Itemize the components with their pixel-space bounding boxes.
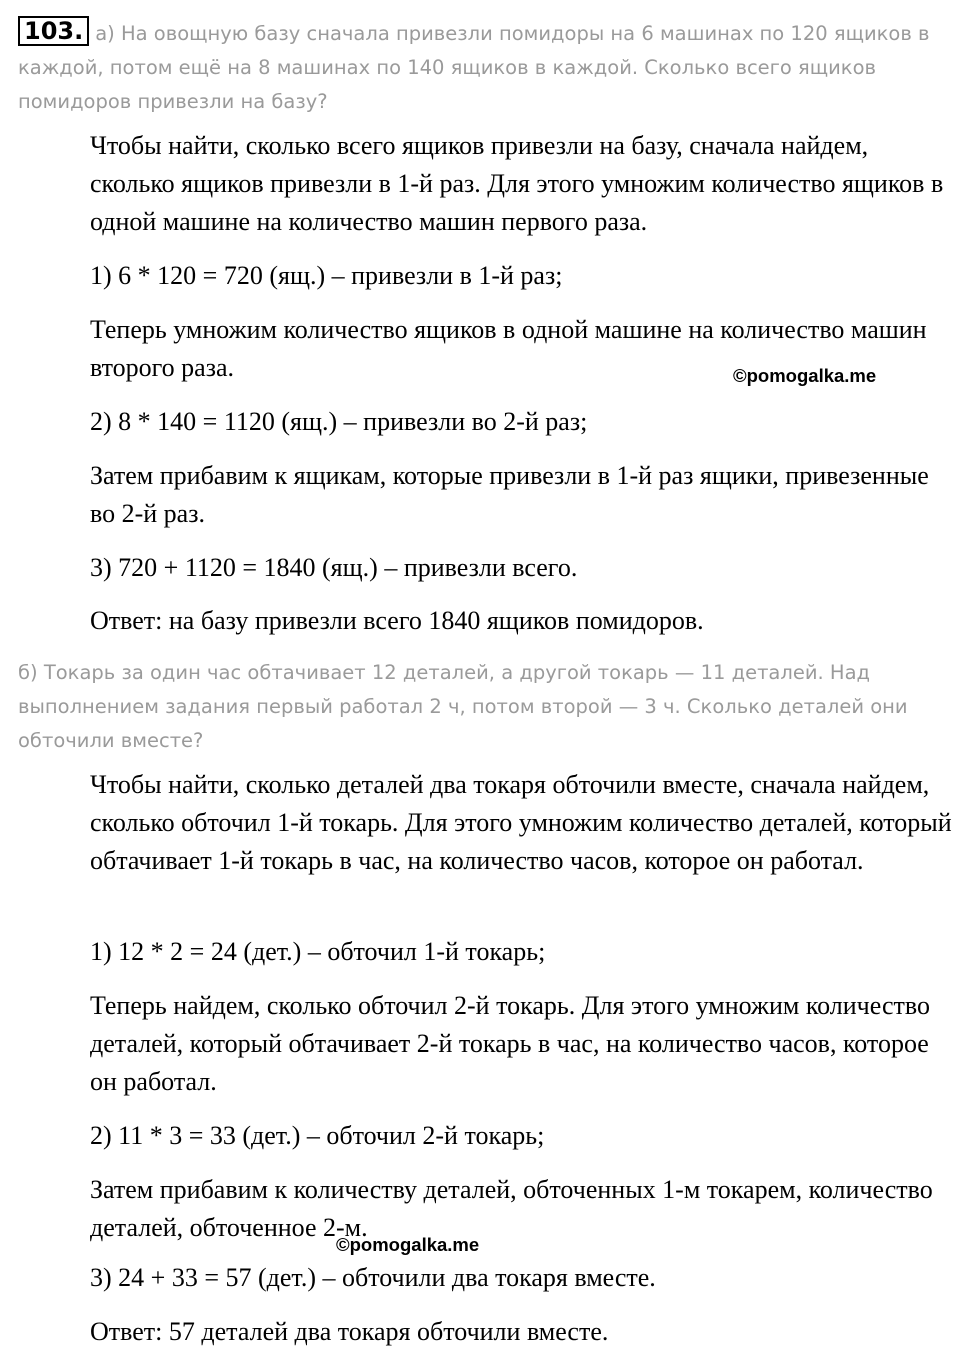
solution-step: 1) 12 * 2 = 24 (дет.) – обточил 1-й токарь; bbox=[90, 937, 546, 966]
watermark: ©pomogalka.me bbox=[733, 365, 877, 386]
problem-statement-b: б) Токарь за один час обтачивает 12 деталей, а другой токарь — 11 деталей. Над выполнением задания первый работал 2 ч, потом второй — 3 ч. Сколько деталей они обточили вместе? bbox=[18, 661, 908, 752]
solution-paragraph: Затем прибавим к ящикам, которые привезли в 1-й раз ящики, привезенные во 2-й раз. bbox=[90, 461, 929, 528]
exercise-number: 103. bbox=[18, 16, 89, 46]
solution-step: 1) 6 * 120 = 720 (ящ.) – привезли в 1-й раз; bbox=[90, 261, 563, 290]
solution-step: 3) 24 + 33 = 57 (дет.) – обточили два токаря вместе. bbox=[90, 1263, 656, 1292]
answer-line: Ответ: 57 деталей два токаря обточили вместе. bbox=[90, 1317, 609, 1346]
problem-statement-a bbox=[18, 16, 948, 119]
solution-paragraph: Затем прибавим к количеству деталей, обточенных 1-м токарем, количество деталей, обточенное 2-м. bbox=[90, 1175, 933, 1242]
solution-step: 2) 11 * 3 = 33 (дет.) – обточил 2-й токарь; bbox=[90, 1121, 545, 1150]
solution-step: 3) 720 + 1120 = 1840 (ящ.) – привезли всего. bbox=[90, 553, 578, 582]
solution-paragraph: Чтобы найти, сколько всего ящиков привезли на базу, сначала найдем, сколько ящиков привезли в 1-й раз. Для этого умножим количество ящиков в одной машине на количество машин первого раза. bbox=[90, 131, 944, 236]
solution-paragraph: Теперь умножим количество ящиков в одной машине на количество машин второго раза. bbox=[90, 315, 927, 382]
solution-paragraph: Чтобы найти, сколько деталей два токаря обточили вместе, сначала найдем, сколько обточил 1-й токарь. Для этого умножим количество деталей, который обтачивает 1-й токарь в час, на количество часов, которое он работал. bbox=[90, 770, 952, 875]
answer-line: Ответ: на базу привезли всего 1840 ящиков помидоров. bbox=[90, 606, 704, 635]
solution-step: 2) 8 * 140 = 1120 (ящ.) – привезли во 2-й раз; bbox=[90, 407, 588, 436]
watermark: ©pomogalka.me bbox=[336, 1234, 480, 1255]
problem-text-a: а) На овощную базу сначала привезли помидоры на 6 машинах по 120 ящиков в каждой, потом ещё на 8 машинах по 140 ящиков в каждой. Сколько всего ящиков помидоров привезли на базу? bbox=[18, 22, 930, 113]
solution-paragraph: Теперь найдем, сколько обточил 2-й токарь. Для этого умножим количество деталей, который обтачивает 2-й токарь в час, на количество часов, которое он работал. bbox=[90, 991, 930, 1096]
